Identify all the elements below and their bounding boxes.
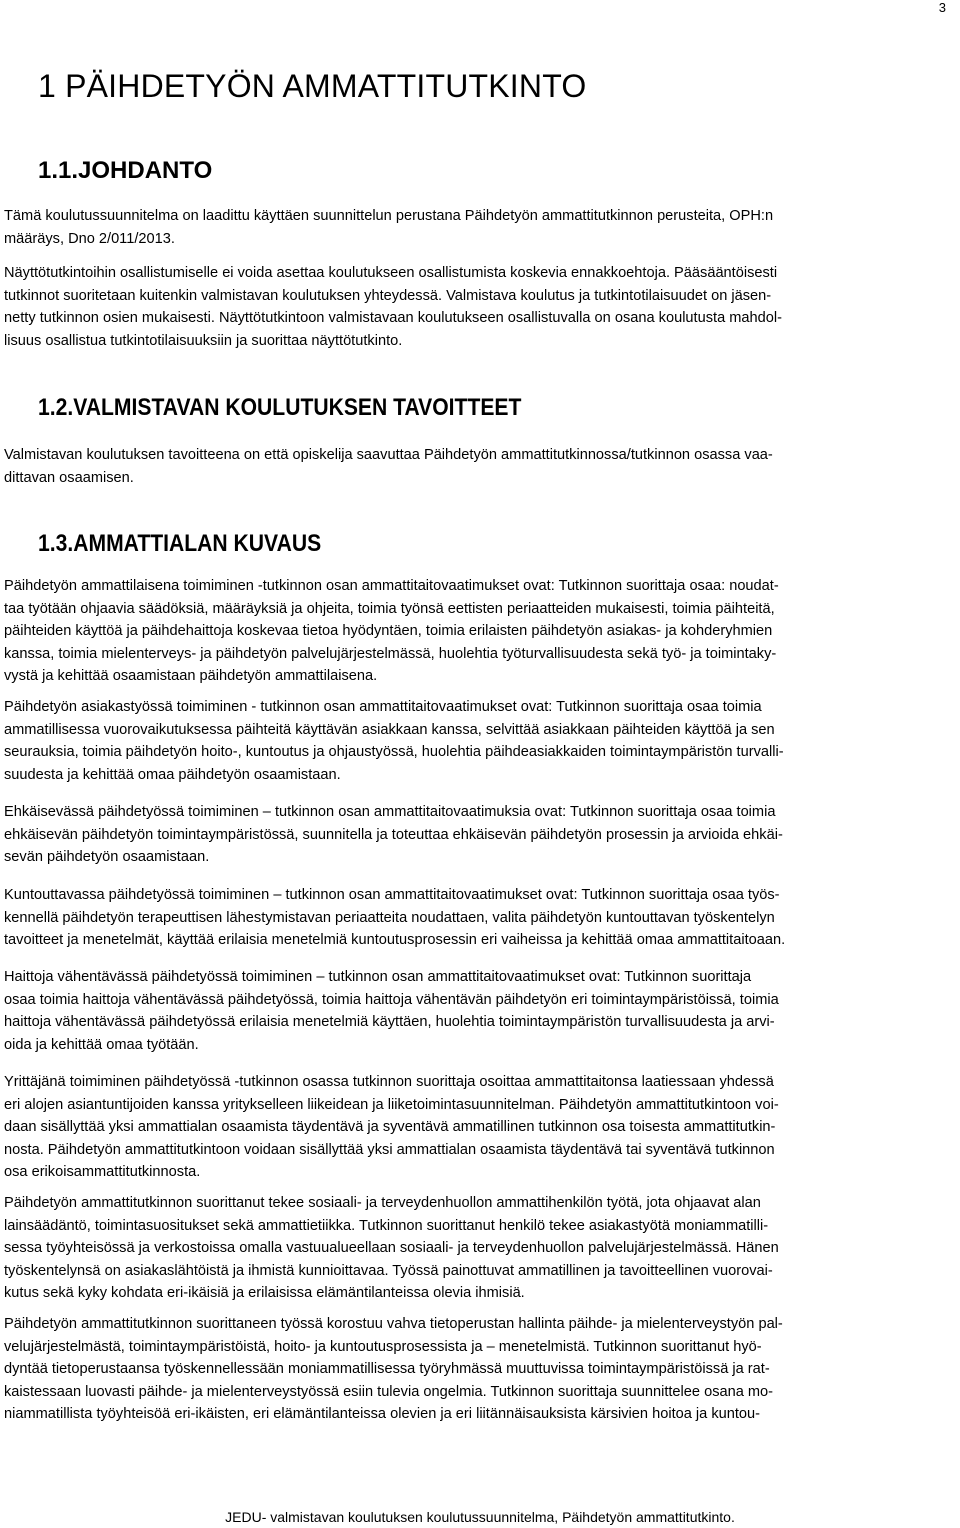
document-title: 1 PÄIHDETYÖN AMMATTITUTKINTO xyxy=(38,68,587,104)
paragraph xyxy=(4,1192,956,1305)
paragraph-line: suudesta ja kehittää omaa päihdetyön osaamistaan. xyxy=(4,766,341,783)
paragraph-line: lisuus osallistua tutkintotilaisuuksiin ja suorittaa näyttötutkinto. xyxy=(4,332,403,349)
paragraph-line: oida ja kehittää omaa työtään. xyxy=(4,1036,199,1053)
paragraph-line: määräys, Dno 2/011/2013. xyxy=(4,230,175,247)
paragraph-line: Yrittäjänä toimiminen päihdetyössä -tutkinnon osassa tutkinnon suorittaja osoittaa ammattitaitonsa laatiessaan yhdessä xyxy=(4,1074,774,1090)
paragraph-line: kaistessaan luovasti päihde- ja mielenterveystyössä esiin tulevia ongelmia. Tutkinnon suorittaja suunnittelee osana mo- xyxy=(4,1383,774,1400)
paragraph-line: Päihdetyön ammattitutkinnon suorittaneen työssä korostuu vahva tietoperustan hallinta päihde- ja mielenterveystyön pal- xyxy=(4,1316,783,1332)
paragraph-line: tutkinnot suoritetaan kuitenkin valmistavan koulutuksen yhteydessä. Valmistava koulutus ja tutkintotilaisuudet on jäsen- xyxy=(4,287,772,304)
paragraph xyxy=(4,801,956,869)
paragraph xyxy=(4,1071,956,1184)
paragraph xyxy=(4,696,956,786)
paragraph-line: velujärjestelmästä, toimintaympäristöistä, hoito- ja kuntoutusprosessista ja – menetelmistä. Tutkinnon suorittanut hyö- xyxy=(4,1338,762,1355)
paragraph-line: haittoja vähentävässä päihdetyössä erilaisia menetelmiä käyttäen, huolehtia toimintaympäristön turvallisuudesta ja arvi- xyxy=(4,1014,775,1031)
paragraph xyxy=(4,575,956,688)
paragraph-line: niammatillista työyhteisöä eri-ikäisten, eri elämäntilanteissa olevien ja eri liitännäisauksista kärsivien hoitoa ja kuntou- xyxy=(4,1406,760,1423)
paragraph-line: nosta. Päihdetyön ammattitutkintoon voidaan sisällyttää yksi ammattialan osaamista täydentävä tai syventävä tutkinnon xyxy=(4,1141,775,1158)
section-heading-tavoitteet: 1.2.VALMISTAVAN KOULUTUKSEN TAVOITTEET xyxy=(38,394,522,421)
paragraph xyxy=(4,1313,956,1426)
paragraph-line: Näyttötutkintoihin osallistumiselle ei voida asettaa koulutukseen osallistumista koskevia ennakkoehtoja. Pääsääntöisesti xyxy=(4,265,778,281)
paragraph-line: eri alojen asiantuntijoiden kanssa yritykselleen liikeidean ja liiketoimintasuunnitelman. Päihdetyön ammattitutkintoon voi- xyxy=(4,1096,779,1113)
paragraph-line: lainsäädäntö, toimintasuositukset sekä ammattietiikka. Tutkinnon suorittanut henkilö tekee asiakastyötä moniammatilli- xyxy=(4,1217,769,1234)
paragraph xyxy=(4,444,956,489)
paragraph-line: netty tutkinnon osien mukaisesti. Näyttötutkintoon valmistavaan koulutukseen osallistuvalla on osana koulutusta mahdol- xyxy=(4,310,782,327)
section-heading-johdanto: 1.1.JOHDANTO xyxy=(38,157,213,184)
paragraph-line: tavoitteet ja menetelmät, käyttää erilaisia menetelmiä kuntoutusprosessin eri vaiheissa ja kehittää omaa ammattitaitoaan. xyxy=(4,932,786,949)
paragraph-line: Kuntouttavassa päihdetyössä toimiminen – tutkinnon osan ammattitaitovaatimukset ovat: Tutkinnon suorittaja osaa työs- xyxy=(4,887,780,903)
paragraph-line: Päihdetyön asiakastyössä toimiminen - tutkinnon osan ammattitaitovaatimukset ovat: Tutkinnon suorittaja osaa toimia xyxy=(4,699,762,715)
paragraph-line: osa erikoisammattitutkinnosta. xyxy=(4,1164,201,1181)
paragraph xyxy=(4,884,956,952)
paragraph xyxy=(4,262,956,352)
paragraph-line: työskentelynsä on asiakaslähtöistä ja ihmistä kunnioittavaa. Työssä painottuvat ammatillinen ja tavoitteellinen vuorovai- xyxy=(4,1262,773,1279)
paragraph-line: sevän päihdetyön osaamistaan. xyxy=(4,849,210,866)
paragraph-line: Päihdetyön ammattitutkinnon suorittanut tekee sosiaali- ja terveydenhuollon ammattihenkilön työtä, jota ohjaavat alan xyxy=(4,1195,761,1211)
paragraph-line: dittavan osaamisen. xyxy=(4,469,134,486)
paragraph-line: ehkäisevän päihdetyön toimintaympäristössä, suunnitella ja toteuttaa ehkäisevän päihdetyön prosessin ja arvioida ehkäi- xyxy=(4,826,783,843)
paragraph-line: daan sisällyttää yksi ammattialan osaamista täydentävä ja syventävä ammatillinen tutkinnon osa toisesta ammattitutkin- xyxy=(4,1119,776,1136)
paragraph-line: päihteiden käyttöä ja päihdehaittoja koskevaa tietoa hyödyntäen, toimia erilaisten päihdetyön asiakas- ja kohderyhmien xyxy=(4,623,773,640)
paragraph-line: ammatillisessa vuorovaikutuksessa päihteitä käyttävän asiakkaan kanssa, selvittää asiakkaan päihteiden käyttöä ja sen xyxy=(4,721,775,738)
paragraph-line: kennellä päihdetyön terapeuttisen lähestymistavan periaatteita noudattaen, valita päihdetyön kuntouttavan työskentelyn xyxy=(4,909,775,926)
paragraph-line: Valmistavan koulutuksen tavoitteena on että opiskelija saavuttaa Päihdetyön ammattitutkinnossa/tutkinnon osassa vaa- xyxy=(4,447,773,463)
paragraph-line: taa työtään ohjaavia säädöksiä, määräyksiä ja ohjeita, toimia työnsä eettisten periaatteiden mukaisesti, toimia päihteitä, xyxy=(4,600,775,617)
paragraph-line: Ehkäisevässä päihdetyössä toimiminen – tutkinnon osan ammattitaitovaatimuksia ovat: Tutkinnon suorittaja osaa toimia xyxy=(4,804,776,820)
paragraph-line: Haittoja vähentävässä päihdetyössä toimiminen – tutkinnon osan ammattitaitovaatimukset ovat: Tutkinnon suorittaja xyxy=(4,969,752,985)
paragraph-line: osaa toimia haittoja vähentävässä päihdetyössä, toimia haittoja vähentävän päihdetyön eri toimintaympäristöissä, toimia xyxy=(4,991,779,1008)
paragraph-line: kutus sekä kyky kohdata eri-ikäisiä ja erilaisissa elämäntilanteissa olevia ihmisiä. xyxy=(4,1285,525,1302)
page-number: 3 xyxy=(938,0,946,15)
paragraph-line: sessa työyhteisössä ja verkostoissa omalla vastuualueellaan sosiaali- ja terveydenhuollon palvelujärjestelmässä. Hänen xyxy=(4,1240,779,1257)
paragraph xyxy=(4,966,956,1056)
paragraph-line: Tämä koulutussuunnitelma on laadittu käyttäen suunnittelun perustana Päihdetyön ammattitutkinnon perusteita, OPH:n xyxy=(4,208,774,224)
paragraph-line: vystä ja kehittää osaamistaan päihdetyön ammattilaisena. xyxy=(4,668,378,685)
paragraph-line: kanssa, toimia mielenterveys- ja päihdetyön palvelujärjestelmässä, huolehtia työturvallisuudesta sekä työ- ja toimintaky- xyxy=(4,645,777,662)
paragraph-line: dyntää tietoperustaansa työskennellessään moniammatillisessa työryhmässä muuttuvissa toimintaympäristöissä ja rat- xyxy=(4,1361,770,1378)
section-heading-kuvaus: 1.3.AMMATTIALAN KUVAUS xyxy=(38,530,322,557)
paragraph-line: Päihdetyön ammattilaisena toimiminen -tutkinnon osan ammattitaitovaatimukset ovat: Tutkinnon suorittaja osaa: noudat- xyxy=(4,578,779,594)
paragraph xyxy=(4,205,956,250)
page-footer: JEDU- valmistavan koulutuksen koulutussuunnitelma, Päihdetyön ammattitutkinto. xyxy=(225,1509,735,1525)
paragraph-line: seurauksia, toimia päihdetyön hoito-, kuntoutus ja ohjaustyössä, huolehtia päihdeasiakkaiden toimintaympäristön turvalli- xyxy=(4,744,784,761)
